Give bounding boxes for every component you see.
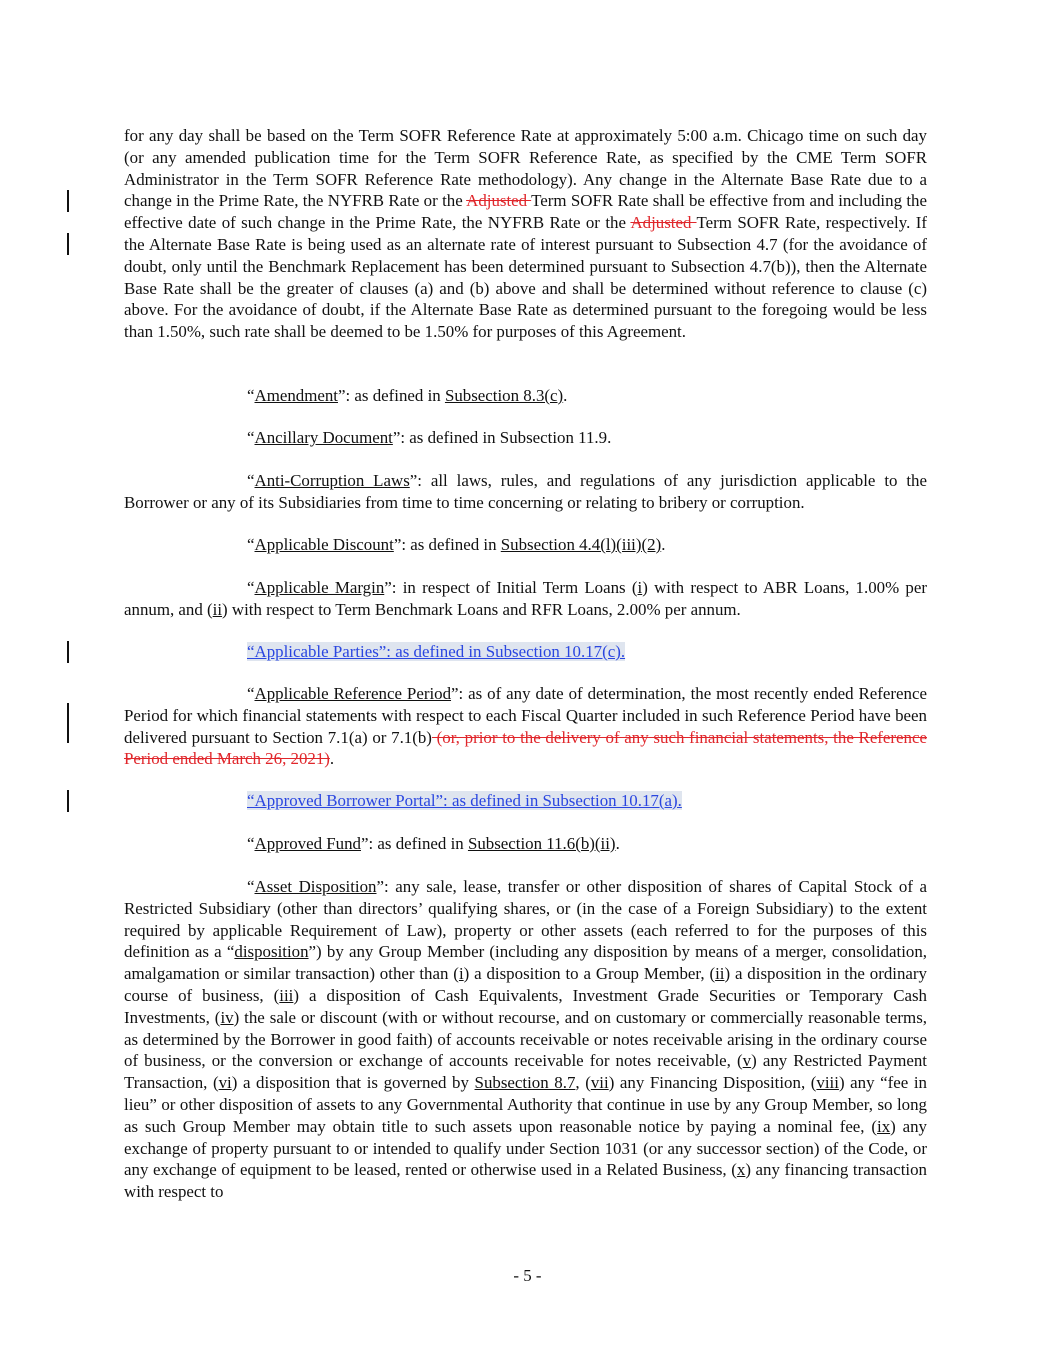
- text-run: ) a disposition to a Group Member, (: [463, 964, 716, 984]
- roman-numeral: viii: [816, 1073, 839, 1093]
- text-run: ”: as defined in Subsection 11.9.: [392, 428, 612, 447]
- defined-term: Applicable Discount: [254, 535, 394, 554]
- definition-approved-fund: [124, 833, 927, 855]
- quote: “: [247, 535, 255, 554]
- roman-numeral: i: [458, 964, 464, 984]
- page-number: - 5 -: [513, 1266, 542, 1285]
- quote: “: [247, 471, 255, 490]
- definition-anti-corruption-laws: [124, 470, 927, 514]
- quote: “: [247, 834, 255, 853]
- deleted-text: (or, prior to the delivery of any such financial statements, the Reference Period ended March 26, 2021): [124, 727, 927, 769]
- definition-applicable-margin: [124, 577, 927, 621]
- text-run: .: [661, 535, 666, 554]
- cross-reference: Subsection 8.7: [474, 1073, 576, 1093]
- defined-term: Applicable Reference Period: [254, 684, 452, 703]
- text-run: .: [615, 834, 620, 853]
- text-run: ”: as defined in: [393, 535, 501, 554]
- roman-numeral: vii: [590, 1073, 609, 1093]
- roman-numeral: x: [736, 1160, 746, 1180]
- roman-numeral: i: [637, 578, 643, 597]
- roman-numeral: iii: [279, 985, 294, 1005]
- quote: “: [247, 684, 255, 703]
- text-run: Term SOFR Rate shall be effective from and including the effective date of such change in the Prime Rate, the NYFRB Rate or the: [124, 191, 927, 233]
- roman-numeral: ii: [715, 964, 725, 984]
- text-run: ”: as of any date of determination, the most recently ended Reference Period for which financial statements with respect to each Fiscal Quarter included in such Reference Period have been delivered pursuant to Section 7.1(a) or 7.1(b): [124, 684, 927, 747]
- text-run: ) the sale or discount (with or without recourse, and on customary or commercially reasonable terms, as determined by the Borrower in good faith) of accounts receivable or notes receivable arising in the ordinary course of business, or the conversion or exchange of accounts receivable for notes receivable, (: [124, 1007, 927, 1071]
- roman-numeral: iv: [220, 1007, 234, 1027]
- defined-term: Anti-Corruption Laws: [254, 471, 410, 490]
- cross-reference: Subsection 11.6(b)(ii): [467, 834, 616, 853]
- defined-term: Applicable Margin: [254, 578, 385, 597]
- text-run: ) a disposition in the ordinary course of business, (: [124, 964, 928, 1005]
- quote: “: [247, 877, 255, 896]
- text-run: ”: in respect of Initial Term Loans (: [384, 578, 638, 597]
- text-run: ) with respect to ABR Loans, 1.00% per annum, and (: [124, 578, 927, 619]
- definition-amendment: [124, 385, 927, 407]
- roman-numeral: vi: [218, 1073, 232, 1093]
- cross-reference: Subsection 8.3(c): [444, 386, 564, 405]
- text-run: .: [329, 749, 335, 769]
- roman-numeral: ix: [877, 1116, 891, 1136]
- definition-approved-borrower-portal: [124, 790, 927, 812]
- change-bar: [67, 641, 69, 663]
- roman-numeral: ii: [212, 599, 223, 619]
- defined-term: Ancillary Document: [254, 428, 393, 447]
- text-run: ”: as defined in: [361, 834, 468, 853]
- definition-applicable-discount: [124, 534, 927, 556]
- roman-numeral: v: [742, 1051, 752, 1071]
- change-bar: [67, 233, 69, 255]
- alternate-base-rate-paragraph: [124, 125, 927, 343]
- text-run: ) any “fee in lieu” or other disposition of assets to any Governmental Authority that continue in use by any Group Member, so long as such Group Member may obtain title to such assets upon reasonable notice by paying a nominal fee, (: [124, 1073, 928, 1136]
- deleted-text: Adjusted: [466, 191, 532, 211]
- quote: “: [247, 428, 255, 447]
- definition-applicable-reference-period: [124, 683, 927, 770]
- inserted-text: “Approved Borrower Portal”: as defined in Subsection 10.17(a).: [247, 791, 682, 810]
- definition-applicable-parties: [124, 641, 927, 663]
- text-run: .: [563, 386, 568, 405]
- text-run: Term SOFR Rate, respectively. If the Alternate Base Rate is being used as an alternate rate of interest pursuant to Subsection 4.7 (for the avoidance of doubt, only until the Benchmark Replacement has been determined pursuant to Subsection 4.7(b)), then the Alternate Base Rate shall be the greater of clauses (a) and (b) above and shall be determined without reference to clause (c) above. For the avoidance of doubt, if the Alternate Base Rate as determined pursuant to the foregoing would be less than 1.50%, such rate shall be deemed to be 1.50% for purposes of this Agreement.: [124, 213, 927, 342]
- inserted-text: “Applicable Parties”: as defined in Subsection 10.17(c).: [247, 642, 626, 661]
- text-run: ) a disposition of Cash Equivalents, Investment Grade Securities or Temporary Cash Investments, (: [124, 985, 927, 1027]
- deleted-text: Adjusted: [630, 213, 697, 233]
- text-run: ) any financing transaction with respect to: [124, 1160, 927, 1202]
- quote: “: [247, 386, 255, 405]
- text-run: for any day shall be based on the Term SOFR Reference Rate at approximately 5:00 a.m. Chicago time on such day (or any amended publication time for the Term SOFR Reference Rate, as specified by the CME Term SOFR Administrator in the Term SOFR Reference Rate methodology). Any change in the Alternate Base Rate due to a change in the Prime Rate, the NYFRB Rate or the: [124, 126, 927, 211]
- text-run: ) a disposition that is governed by: [231, 1073, 475, 1093]
- change-bar: [67, 790, 69, 812]
- defined-term: disposition: [234, 942, 309, 962]
- change-bar: [67, 703, 69, 743]
- defined-term: Asset Disposition: [254, 877, 377, 896]
- text-run: ”: all laws, rules, and regulations of any jurisdiction applicable to the Borrower or any of its Subsidiaries from time to time concerning or relating to bribery or corruption.: [124, 471, 927, 512]
- definition-ancillary-document: [124, 427, 927, 449]
- text-run: ) any Financing Disposition, (: [608, 1073, 817, 1093]
- definition-asset-disposition: [124, 876, 927, 1203]
- defined-term: Amendment: [254, 386, 338, 405]
- text-run: ) any exchange of property pursuant to or intended to qualify under Section 1031 (or any successor section) of the Code, or any exchange of equipment to be leased, rented or otherwise used in a Related Business, (: [124, 1116, 927, 1180]
- quote: “: [247, 578, 255, 597]
- text-run: ”: as defined in: [338, 386, 445, 405]
- cross-reference: Subsection 4.4(l)(iii)(2): [500, 535, 662, 554]
- text-run: ) with respect to Term Benchmark Loans and RFR Loans, 2.00% per annum.: [222, 599, 741, 619]
- change-bar: [67, 190, 69, 212]
- text-run: ) any Restricted Payment Transaction, (: [124, 1051, 927, 1093]
- text-run: ”: any sale, lease, transfer or other disposition of shares of Capital Stock of a Restricted Subsidiary (other than directors’ qualifying shares, or (in the case of a Foreign Subsidiary) to the extent required by applicable Requirement of Law), property or other assets (each referred to for the purposes of this definition as a “: [124, 877, 927, 962]
- text-run: , (: [575, 1073, 591, 1093]
- defined-term: Approved Fund: [254, 834, 361, 853]
- text-run: ”) by any Group Member (including any disposition by means of a merger, consolidation, amalgamation or similar transaction) other than (: [124, 942, 927, 984]
